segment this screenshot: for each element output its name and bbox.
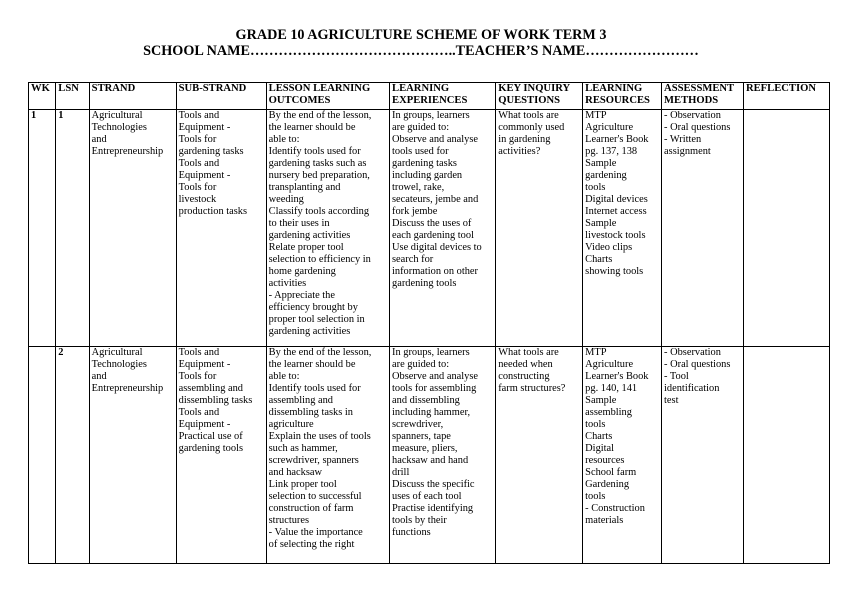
table-row	[29, 347, 830, 564]
cell-resources	[583, 347, 662, 564]
cell-line: Tools for	[178, 371, 217, 382]
header-questions	[496, 83, 583, 110]
cell-line: - Observation	[664, 347, 721, 358]
cell-line: production tasks	[178, 206, 248, 217]
cell-assessment	[662, 110, 744, 347]
cell-line: transplanting and	[268, 182, 341, 193]
header-lsn	[56, 83, 89, 110]
cell-line: test	[664, 395, 679, 406]
cell-strand	[89, 110, 176, 347]
school-teacher-line: SCHOOL NAME……………………………………..TEACHER’S NAME……………………	[143, 43, 699, 59]
cell-line: measure, pliers,	[392, 443, 458, 454]
cell-line: gardening tasks such as	[268, 158, 367, 169]
cell-line: MTP	[585, 347, 607, 358]
cell-line: gardening activities	[268, 230, 351, 241]
cell-line: construction of farm	[268, 503, 354, 514]
cell-line: to their uses in	[268, 218, 330, 229]
header-assessment	[662, 83, 744, 110]
cell-line: selection to successful	[268, 491, 362, 502]
cell-line: Tools for	[178, 182, 217, 193]
header-sub-strand	[176, 83, 266, 110]
cell-line: Practical use of	[178, 431, 243, 442]
cell-line: In groups, learners	[392, 110, 470, 121]
cell-line: Agricultural	[91, 347, 143, 358]
cell-line: - Tool	[664, 371, 689, 382]
cell-line: Tools and	[178, 110, 220, 121]
cell-line: - Observation	[664, 110, 721, 121]
cell-strand	[89, 347, 176, 564]
cell-line: and	[91, 371, 107, 382]
cell-line: pg. 140, 141	[585, 383, 638, 394]
cell-line: Technologies	[91, 359, 147, 370]
cell-line: By the end of the lesson,	[268, 110, 372, 121]
cell-line: drill	[392, 467, 410, 478]
cell-line: farm structures?	[498, 383, 566, 394]
cell-line: of selecting the right	[268, 539, 355, 550]
cell-line: showing tools	[585, 266, 644, 277]
cell-line: and dissembling	[392, 395, 460, 406]
cell-outcomes	[266, 347, 389, 564]
cell-line: the learner should be	[268, 359, 356, 370]
cell-line: Agriculture	[585, 359, 634, 370]
header-experiences	[390, 83, 496, 110]
cell-line: Digital	[585, 443, 615, 454]
header-line: STRAND	[91, 83, 136, 94]
cell-lesson: 2	[56, 347, 89, 564]
cell-line: Learner's Book	[585, 371, 649, 382]
table-row	[29, 110, 830, 347]
cell-line: gardening tasks	[178, 146, 244, 157]
cell-line: School farm	[585, 467, 637, 478]
cell-line: livestock	[178, 194, 217, 205]
cell-line: Link proper tool	[268, 479, 337, 490]
cell-line: home gardening	[268, 266, 336, 277]
cell-line: resources	[585, 455, 625, 466]
cell-line: identification	[664, 383, 720, 394]
cell-line: gardening tasks	[392, 158, 457, 169]
cell-line: Digital devices	[585, 194, 648, 205]
cell-line: Video clips	[585, 242, 633, 253]
cell-line: Classify tools according	[268, 206, 370, 217]
cell-line: Equipment -	[178, 122, 231, 133]
cell-line: able to:	[268, 371, 300, 382]
cell-line: fork jembe	[392, 206, 438, 217]
cell-line: Tools and	[178, 158, 220, 169]
cell-line: Equipment -	[178, 419, 231, 430]
cell-line: screwdriver,	[392, 419, 444, 430]
header-line: LSN	[58, 83, 79, 94]
cell-line: Sample	[585, 395, 617, 406]
header-line: KEY INQUIRY	[498, 83, 571, 94]
cell-line: are guided to:	[392, 122, 450, 133]
cell-line: able to:	[268, 134, 300, 145]
header-line: QUESTIONS	[498, 95, 561, 106]
header-outcomes	[266, 83, 389, 110]
cell-line: - Value the importance	[268, 527, 363, 538]
cell-line: trowel, rake,	[392, 182, 445, 193]
cell-line: Discuss the uses of	[392, 218, 472, 229]
cell-lesson: 1	[56, 110, 89, 347]
cell-line: weeding	[268, 194, 304, 205]
cell-line: Tools and	[178, 407, 220, 418]
cell-line: hacksaw and hand	[392, 455, 469, 466]
cell-line: efficiency brought by	[268, 302, 358, 313]
header-line: REFLECTION	[745, 83, 817, 94]
header-wk	[29, 83, 56, 110]
cell-line: and hacksaw	[268, 467, 323, 478]
cell-questions	[496, 347, 583, 564]
cell-line: Entrepreneurship	[91, 383, 164, 394]
cell-line: search for	[392, 254, 434, 265]
cell-line: gardening activities	[268, 326, 351, 337]
cell-line: - Appreciate the	[268, 290, 335, 301]
document-title: GRADE 10 AGRICULTURE SCHEME OF WORK TERM 3	[235, 27, 607, 43]
cell-line: structures	[268, 515, 310, 526]
cell-line: such as hammer,	[268, 443, 338, 454]
cell-sub-strand	[176, 347, 266, 564]
cell-line: Discuss the specific	[392, 479, 475, 490]
header-line: SUB-STRAND	[178, 83, 247, 94]
cell-line: Equipment -	[178, 359, 231, 370]
cell-line: Equipment -	[178, 170, 231, 181]
cell-line: tools	[585, 419, 606, 430]
header-reflection	[743, 83, 829, 110]
cell-line: Tools for	[178, 134, 217, 145]
cell-line: What tools are	[498, 347, 559, 358]
cell-line: Tools and	[178, 347, 220, 358]
cell-line: are guided to:	[392, 359, 450, 370]
header-line: METHODS	[664, 95, 719, 106]
cell-line: screwdriver, spanners	[268, 455, 359, 466]
cell-experiences	[390, 347, 496, 564]
cell-line: gardening	[585, 170, 627, 181]
header-line: LESSON LEARNING	[268, 83, 371, 94]
scheme-of-work-table	[28, 82, 830, 564]
cell-line: activities	[268, 278, 307, 289]
cell-line: proper tool selection in	[268, 314, 365, 325]
cell-line: tools used for	[392, 146, 449, 157]
cell-reflection	[743, 110, 829, 347]
cell-line: Learner's Book	[585, 134, 649, 145]
cell-line: agriculture	[268, 419, 314, 430]
cell-line: including garden	[392, 170, 463, 181]
cell-line: information on other	[392, 266, 479, 277]
cell-line: selection to efficiency in	[268, 254, 371, 265]
cell-experiences	[390, 110, 496, 347]
cell-line: commonly used	[498, 122, 565, 133]
cell-line: Explain the uses of tools	[268, 431, 371, 442]
cell-line: pg. 137, 138	[585, 146, 638, 157]
cell-line: dissembling tasks	[178, 395, 253, 406]
cell-line: gardening tools	[392, 278, 457, 289]
cell-line: activities?	[498, 146, 541, 157]
cell-line: functions	[392, 527, 431, 538]
cell-questions	[496, 110, 583, 347]
cell-line: secateurs, jembe and	[392, 194, 479, 205]
cell-line: tools by their	[392, 515, 447, 526]
header-line: RESOURCES	[585, 95, 650, 106]
cell-line: tools for assembling	[392, 383, 477, 394]
header-line: LEARNING	[585, 83, 643, 94]
cell-line: Technologies	[91, 122, 147, 133]
cell-line: Identify tools used for	[268, 146, 361, 157]
cell-assessment	[662, 347, 744, 564]
header-line: OUTCOMES	[268, 95, 331, 106]
cell-line: tools	[585, 491, 606, 502]
cell-line: Sample	[585, 218, 617, 229]
cell-line: Use digital devices to	[392, 242, 482, 253]
cell-line: Internet access	[585, 206, 647, 217]
cell-line: livestock tools	[585, 230, 646, 241]
cell-line: assembling	[585, 407, 632, 418]
cell-line: materials	[585, 515, 624, 526]
cell-line: including hammer,	[392, 407, 471, 418]
cell-line: each gardening tool	[392, 230, 474, 241]
cell-reflection	[743, 347, 829, 564]
header-strand	[89, 83, 176, 110]
cell-line: - Oral questions	[664, 359, 731, 370]
cell-line: - Construction	[585, 503, 645, 514]
table-header-row	[29, 83, 830, 110]
cell-line: assembling and	[268, 395, 333, 406]
cell-line: Charts	[585, 254, 613, 265]
header-line: WK	[31, 83, 50, 94]
header-line: LEARNING	[392, 83, 450, 94]
cell-line: Observe and analyse	[392, 134, 478, 145]
cell-line: assembling and	[178, 383, 243, 394]
cell-line: Relate proper tool	[268, 242, 344, 253]
cell-line: Entrepreneurship	[91, 146, 164, 157]
cell-line: Agriculture	[585, 122, 634, 133]
cell-sub-strand	[176, 110, 266, 347]
cell-line: By the end of the lesson,	[268, 347, 372, 358]
cell-line: tools	[585, 182, 606, 193]
cell-line: needed when	[498, 359, 553, 370]
cell-line: constructing	[498, 371, 550, 382]
cell-line: Agricultural	[91, 110, 143, 121]
cell-line: Sample	[585, 158, 617, 169]
cell-line: Charts	[585, 431, 613, 442]
cell-line: - Written	[664, 134, 702, 145]
header-line: EXPERIENCES	[392, 95, 468, 106]
cell-line: Practise identifying	[392, 503, 474, 514]
cell-line: In groups, learners	[392, 347, 470, 358]
cell-line: uses of each tool	[392, 491, 462, 502]
cell-outcomes	[266, 110, 389, 347]
cell-line: MTP	[585, 110, 607, 121]
cell-line: spanners, tape	[392, 431, 451, 442]
cell-week	[29, 347, 56, 564]
header-resources	[583, 83, 662, 110]
cell-line: Identify tools used for	[268, 383, 361, 394]
cell-line: dissembling tasks in	[268, 407, 353, 418]
header-line: ASSESSMENT	[664, 83, 735, 94]
cell-line: Gardening	[585, 479, 630, 490]
cell-week: 1	[29, 110, 56, 347]
cell-resources	[583, 110, 662, 347]
cell-line: nursery bed preparation,	[268, 170, 370, 181]
cell-line: the learner should be	[268, 122, 356, 133]
cell-line: assignment	[664, 146, 711, 157]
cell-line: in gardening	[498, 134, 551, 145]
cell-line: - Oral questions	[664, 122, 731, 133]
cell-line: and	[91, 134, 107, 145]
cell-line: Observe and analyse	[392, 371, 478, 382]
cell-line: What tools are	[498, 110, 559, 121]
cell-line: gardening tools	[178, 443, 243, 454]
